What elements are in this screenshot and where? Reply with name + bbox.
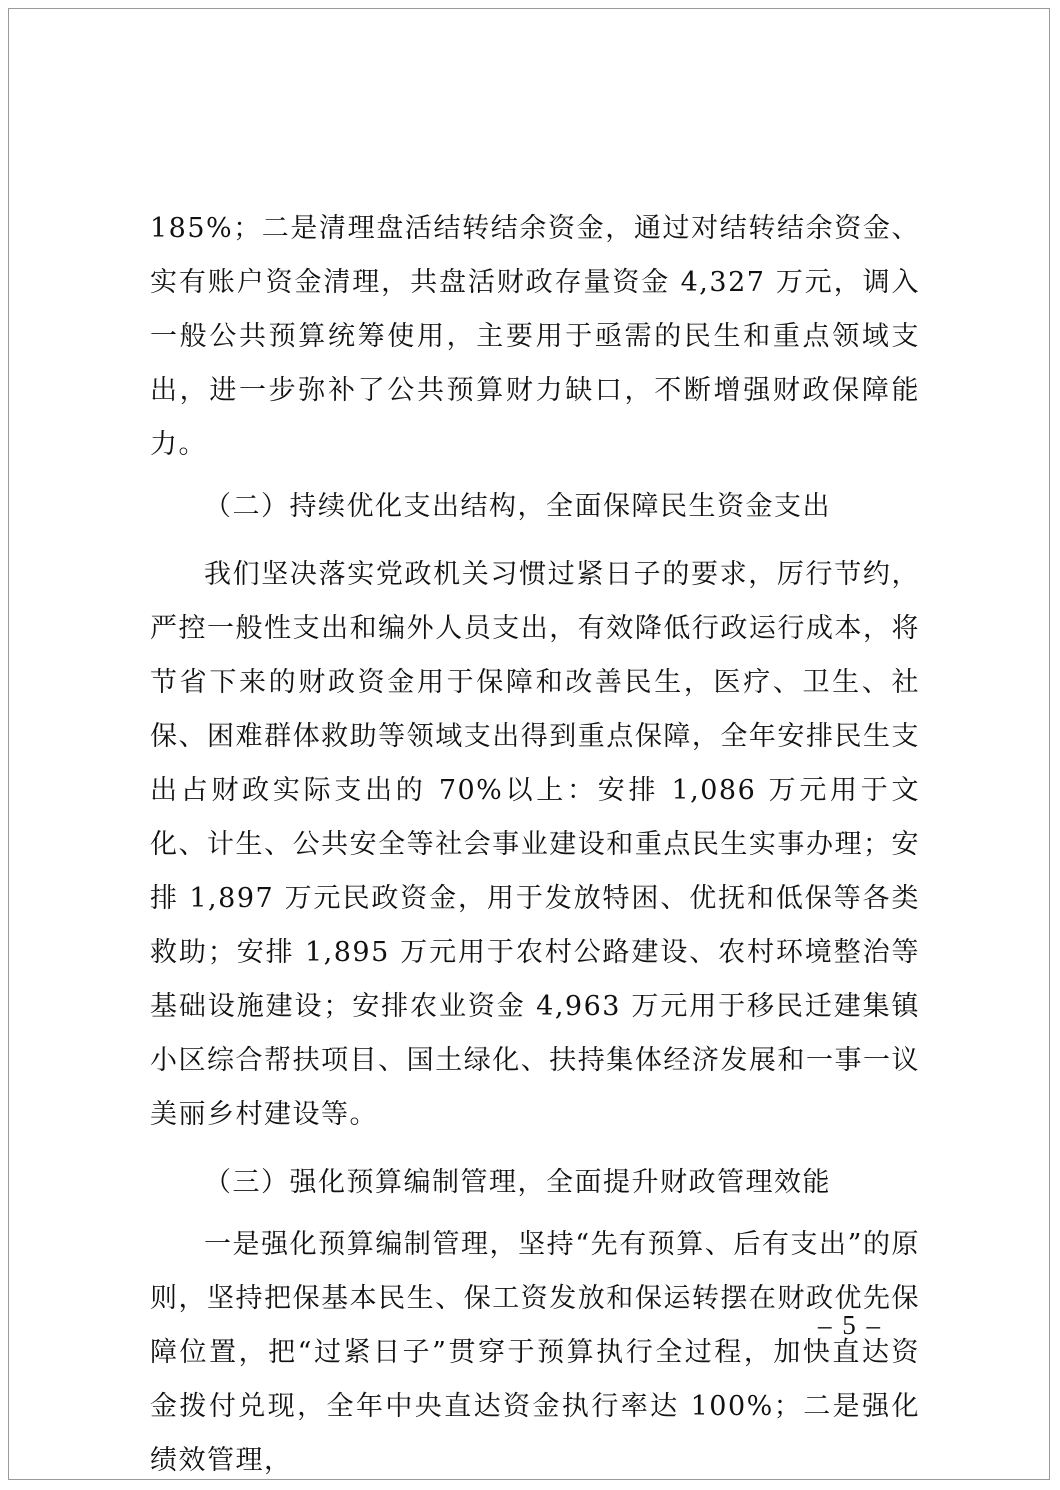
section-heading-2: （二）持续优化支出结构，全面保障民生资金支出	[204, 491, 831, 522]
page-number: – 5 –	[818, 1310, 882, 1340]
paragraph-livelihood-spending: 我们坚决落实党政机关习惯过紧日子的要求，厉行节约，严控一般性支出和编外人员支出，有效降低行政运行成本，将节省下来的财政资金用于保障和改善民生，医疗、卫生、社保、困难群体救助等领域支出得到重点保障，全年安排民生支出占财政实际支出的 70%以上：安排 1,086 万元用于文化、计生、公共安全等社会事业建设和重点民生实事办理；安排 1,897 万元民政资金，用于发放特困、优抚和低保等各类救助；安排 1,895 万元用于农村公路建设、农村环境整治等基础设施建设；安排农业资金 4,963 万元用于移民迁建集镇小区综合帮扶项目、国土绿化、扶持集体经济发展和一事一议美丽乡村建设等。	[150, 559, 920, 1130]
paragraph-fund-revitalization: 185%；二是清理盘活结转结余资金，通过对结转结余资金、实有账户资金清理，共盘活财政存量资金 4,327 万元，调入一般公共预算统筹使用，主要用于亟需的民生和重点领域支出，进一步弥补了公共预算财力缺口，不断增强财政保障能力。	[150, 213, 920, 460]
paragraph-budget-management: 一是强化预算编制管理，坚持“先有预算、后有支出”的原则，坚持把保基本民生、保工资发放和保运转摆在财政优先保障位置，把“过紧日子”贯穿于预算执行全过程，加快直达资金拨付兑现，全年中央直达资金执行率达 100%；二是强化绩效管理，	[150, 1229, 920, 1476]
section-heading-3: （三）强化预算编制管理，全面提升财政管理效能	[204, 1167, 831, 1198]
document-body	[150, 202, 920, 1488]
